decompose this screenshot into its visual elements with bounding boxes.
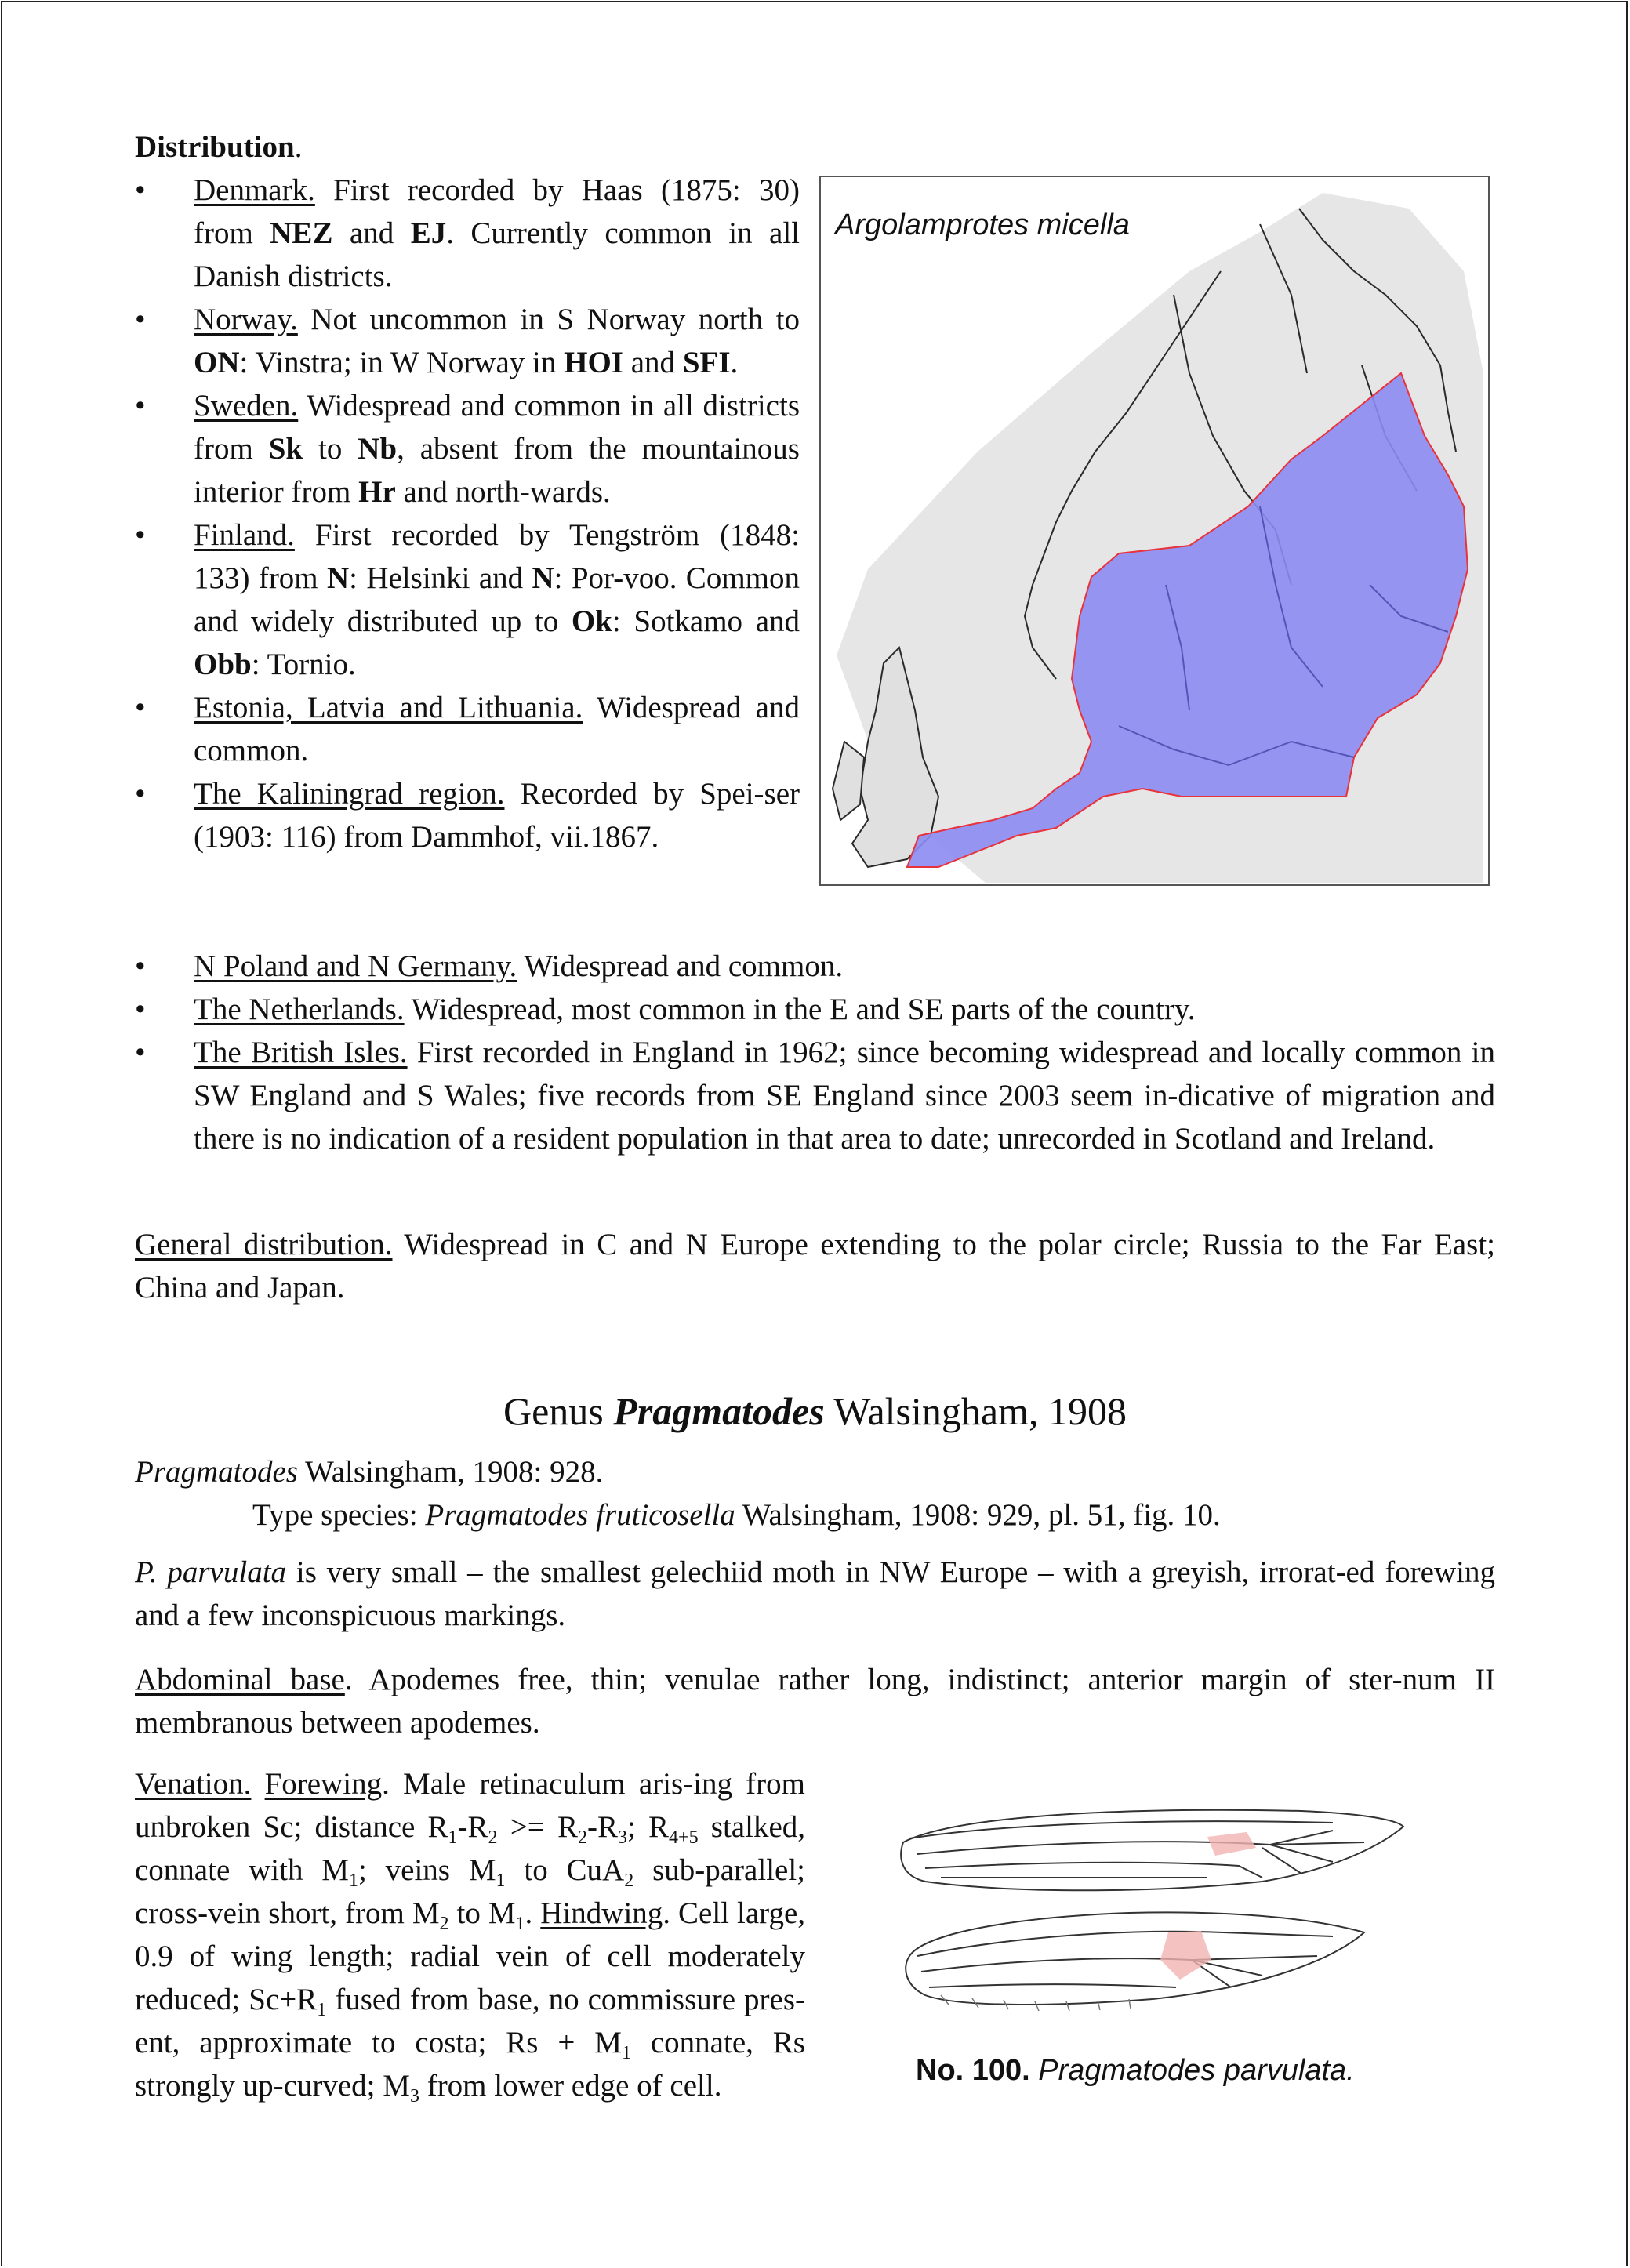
region-name: The British Isles. — [194, 1036, 408, 1069]
figure-caption: No. 100. Pragmatodes parvulata. — [916, 2054, 1355, 2087]
bullet: • — [135, 777, 146, 811]
region-text: Hr — [358, 475, 396, 509]
distribution-item — [135, 772, 800, 858]
general-distribution-text: Widespread in C and N Europe extending to the polar circle; Russia to the Far East; China and Japan. — [135, 1228, 1495, 1305]
distribution-list-wide — [135, 945, 1495, 1160]
distribution-item — [135, 384, 800, 513]
bullet: • — [135, 691, 146, 724]
map-graphic — [821, 177, 1488, 884]
bullet: • — [135, 389, 146, 423]
region-text: N — [326, 561, 350, 595]
region-text: SFI — [682, 346, 731, 379]
region-text: First recorded by Tengström (1848: 133) from — [194, 518, 800, 595]
bullet: • — [135, 1036, 146, 1069]
region-text: : Helsinki and — [349, 561, 532, 595]
distribution-item — [135, 988, 1495, 1031]
distribution-heading: Distribution. — [135, 130, 303, 164]
region-text: Sk — [268, 432, 303, 466]
region-text: Widespread, most common in the E and SE parts of the country. — [404, 992, 1196, 1026]
region-text: to — [303, 432, 358, 466]
region-text: Widespread and common in all districts from — [194, 389, 800, 466]
bullet: • — [135, 992, 146, 1026]
general-distribution-label: General distribution. — [135, 1228, 393, 1261]
distribution-map — [819, 176, 1490, 886]
distribution-item — [135, 298, 800, 384]
region-text: and — [623, 346, 683, 379]
region-name: N Poland and N Germany. — [194, 949, 517, 983]
region-text: : Vinstra; in W Norway in — [239, 346, 565, 379]
region-text: , absent from the mountainous interior from — [194, 432, 800, 509]
bullet: • — [135, 303, 146, 336]
distribution-item — [135, 945, 1495, 988]
general-distribution — [135, 1223, 1495, 1309]
bullet: • — [135, 949, 146, 983]
region-text: : Tornio. — [251, 648, 356, 681]
distribution-item — [135, 513, 800, 686]
region-name: Finland. — [194, 518, 295, 552]
region-text: Widespread and common. — [517, 949, 844, 983]
region-text: Obb — [194, 648, 252, 681]
wing-venation-figure — [894, 1799, 1411, 2034]
region-text: Recorded by Spei-ser (1903: 116) from Dammhof, vii.1867. — [194, 777, 800, 854]
distribution-list-narrow — [135, 169, 800, 858]
region-text: and north-wards. — [395, 475, 611, 509]
region-text: First recorded in England in 1962; since becoming widespread and locally common in SW England and S Wales; five records from SE England since 2003 seem in-dicative of migration and there is no indication of a resident population in that area to date; unrecorded in Scotland and Ireland. — [194, 1036, 1495, 1156]
region-text: . — [730, 346, 739, 379]
distribution-item — [135, 1031, 1495, 1160]
type-species: Type species: Pragmatodes fruticosella Walsingham, 1908: 929, pl. 51, fig. 10. — [252, 1498, 1221, 1532]
genus-synonym: Pragmatodes Walsingham, 1908: 928. — [135, 1455, 604, 1489]
region-text: : Por-voo. Common and widely distributed up to — [194, 561, 800, 638]
region-text: Nb — [358, 432, 398, 466]
abdominal-base: Abdominal base. Apodemes free, thin; venulae rather long, indistinct; anterior margin of ster-num II membranous between apodemes. — [135, 1663, 1496, 1740]
region-text: NEZ — [270, 216, 333, 250]
bullet: • — [135, 173, 146, 207]
genus-diagnosis: P. parvulata is very small – the smallest gelechiid moth in NW Europe – with a greyish, irrorat-ed forewing and a few inconspicuous markings. — [135, 1555, 1495, 1632]
map-title: Argolamprotes micella — [835, 209, 1130, 241]
region-name: The Netherlands. — [194, 992, 405, 1026]
region-name: Denmark. — [194, 173, 315, 207]
region-text: ON — [194, 346, 240, 379]
region-name: Norway. — [194, 303, 298, 336]
region-text: Not uncommon in S Norway north to — [297, 303, 800, 336]
region-name: Estonia, Latvia and Lithuania. — [194, 691, 583, 724]
region-text: . Currently common in all Danish districts. — [194, 216, 800, 293]
region-text: HOI — [564, 346, 623, 379]
distribution-item — [135, 169, 800, 298]
region-text: N — [532, 561, 554, 595]
region-name: The Kaliningrad region. — [194, 777, 505, 811]
distribution-item — [135, 686, 800, 772]
genus-title: Genus Pragmatodes Walsingham, 1908 — [503, 1389, 1127, 1433]
venation-paragraph: Venation. Forewing. Male retinaculum aris-ing from unbroken Sc; distance $R_1-R_2 >= R_2-R_3$; $R_{4+5}$ stalked, connate with $M_1$; veins $M_1$ to CuA$_2$ sub-parallel; cross-vein short, from $M_2$ to $M_1$. Hindwing. Cell large, 0.9 of wing length; radial vein of cell moderately reduced; $Sc+R_1$ fused from base, no commissure pres-ent, approximate to costa; $Rs + M_1$ connate, Rs strongly up-curved; $M_3$ from lower edge of cell. — [135, 1767, 806, 2107]
region-text: Ok — [571, 604, 612, 638]
region-text: Widespread and common. — [194, 691, 800, 767]
region-text: EJ — [410, 216, 447, 250]
region-text: and — [332, 216, 411, 250]
map-ireland — [833, 742, 864, 820]
bullet: • — [135, 518, 146, 552]
region-name: Sweden. — [194, 389, 299, 423]
region-text: : Sotkamo and — [612, 604, 800, 638]
region-text: First recorded by Haas (1875: 30) from — [194, 173, 800, 250]
